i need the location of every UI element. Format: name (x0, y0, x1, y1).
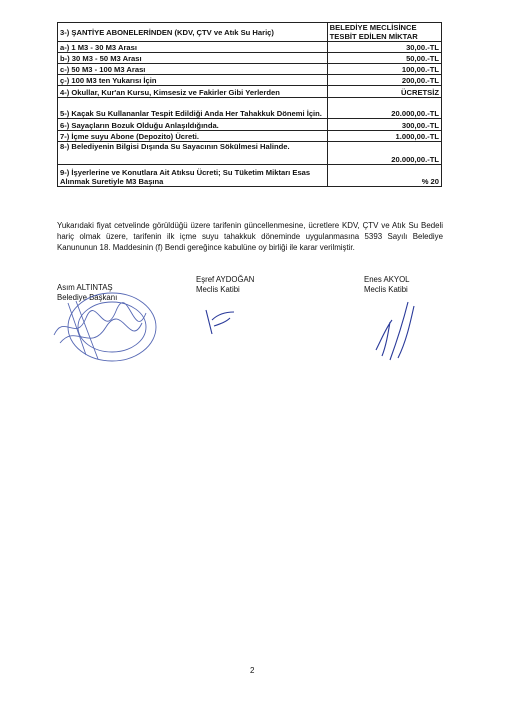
decision-paragraph: Yukarıdaki fiyat cetvelinde görüldüğü üzere tarifenin güncellenmesine, ücretlere KDV, ÇTV ve Atık Su Bedeli hariç olmak üzere, tarifenin ilk içme suyu tahakkuk döneminde uygulanmasına 5393 Sayılı Belediye Kanununun 18. Maddesinin (f) Bendi gereğince kabulüne oy birliği ile karar verilmiştir. (57, 221, 443, 252)
page-number: 2 (250, 666, 255, 675)
table-row (58, 75, 442, 86)
table-row (58, 131, 442, 142)
row-description: ç-) 100 M3 ten Yukarısı İçin (58, 75, 328, 86)
row-description: 9-) İşyerlerine ve Konutlara Ait Atıksu Ücreti; Su Tüketim Miktarı Esas Alınmak Suretiyle M3 Başına (58, 165, 328, 187)
row-description: a-) 1 M3 - 30 M3 Arası (58, 42, 328, 53)
row-amount: 20.000,00.-TL (327, 142, 441, 165)
row-description: 6-) Sayaçların Bozuk Olduğu Anlaşıldığında. (58, 119, 328, 131)
signer-1-name: Asım ALTINTAŞ (57, 283, 113, 292)
signer-3-title: Meclis Katibi (364, 285, 408, 294)
row-amount: % 20 (327, 165, 441, 187)
signer-2-name: Eşref AYDOĞAN (196, 275, 255, 284)
signer-3-signature (368, 298, 422, 364)
row-description: 5-) Kaçak Su Kullananlar Tespit Edildiği Anda Her Tahakkuk Dönemi İçin. (58, 98, 328, 119)
signer-2-signature (200, 300, 240, 338)
row-description: 4-) Okullar, Kur'an Kursu, Kimsesiz ve Fakirler Gibi Yerlerden (58, 86, 328, 98)
table-row (58, 98, 442, 119)
row-amount: 1.000,00.-TL (327, 131, 441, 142)
signer-1-title: Belediye Başkanı (57, 293, 118, 302)
table-row (58, 142, 442, 165)
table-row (58, 86, 442, 98)
row-amount: 300,00.-TL (327, 119, 441, 131)
row-amount: 20.000,00.-TL (327, 98, 441, 119)
signer-3-name: Enes AKYOL (364, 275, 410, 284)
table-row (58, 53, 442, 64)
row-description: b-) 30 M3 - 50 M3 Arası (58, 53, 328, 64)
row-description: 8-) Belediyenin Bilgisi Dışında Su Sayacının Sökülmesi Halinde. (58, 142, 328, 165)
signer-2-title: Meclis Katibi (196, 285, 240, 294)
official-stamp-seal (46, 283, 164, 365)
table-row (58, 165, 442, 187)
tariff-table (57, 22, 442, 187)
row-amount: 30,00.-TL (327, 42, 441, 53)
row-amount: ÜCRETSİZ (327, 86, 441, 98)
row-description: 7-) İçme suyu Abone (Depozito) Ücreti. (58, 131, 328, 142)
table-row (58, 119, 442, 131)
row-amount: 100,00.-TL (327, 64, 441, 75)
row-amount: 50,00.-TL (327, 53, 441, 64)
row-description: c-) 50 M3 - 100 M3 Arası (58, 64, 328, 75)
table-header-row (58, 23, 442, 42)
table-header-description: 3-) ŞANTİYE ABONELERİNDEN (KDV, ÇTV ve Atık Su Hariç) (58, 23, 328, 42)
table-row (58, 42, 442, 53)
table-row (58, 64, 442, 75)
table-header-amount: BELEDİYE MECLİSİNCE TESBİT EDİLEN MİKTAR (327, 23, 441, 42)
row-amount: 200,00.-TL (327, 75, 441, 86)
